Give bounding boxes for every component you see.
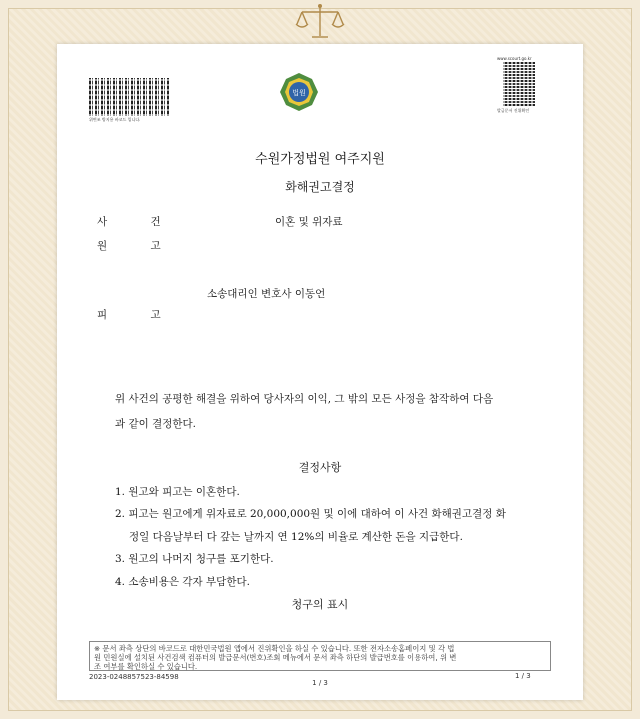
- defendant-label: 피 고: [97, 309, 181, 321]
- scale-of-justice-icon: [290, 2, 350, 42]
- verification-qr-code[interactable]: [503, 62, 535, 106]
- decision-item-4: 4. 소송비용은 각자 부담한다.: [115, 576, 250, 588]
- case-label: 사 건: [97, 216, 181, 228]
- notice-line-3: 조 여부를 확인하실 수 있습니다.: [94, 662, 198, 671]
- court-emblem-icon: [279, 72, 319, 112]
- notice-line-1: ※ 문서 좌측 상단의 바코드로 대한민국법원 앱에서 진위확인을 하실 수 있습니다. 또한 전자소송홈페이지 및 각 법: [94, 644, 455, 653]
- attorney-name: 소송대리인 변호사 이동언: [207, 288, 326, 300]
- qr-url: www.scourt.go.kr: [497, 56, 532, 61]
- barcode-caption: 위변조 방지용 바코드 입니다.: [89, 117, 141, 122]
- claim-heading: 청구의 표시: [291, 598, 349, 611]
- decision-item-2: 2. 피고는 원고에게 위자료로 20,000,000원 및 이에 대하여 이 사건 화해권고결정 화: [115, 508, 506, 520]
- page-indicator: 1 / 3: [312, 679, 328, 687]
- decision-heading: 결정사항: [298, 461, 342, 474]
- verification-barcode[interactable]: [89, 78, 169, 116]
- page-indicator-right: 1 / 3: [515, 672, 531, 680]
- document-title: 화해권고결정: [285, 180, 355, 194]
- intro-line-1: 위 사건의 공평한 해결을 위하여 당사자의 이익, 그 밖의 모든 사정을 참작하여 다음: [115, 393, 494, 405]
- notice-line-2: 원 민원실에 설치된 사건검색 컴퓨터의 발급문서(번호)조회 메뉴에서 문서 좌측 하단의 발급번호를 이용하여, 위 변: [94, 653, 457, 662]
- qr-caption: 발급문서 진위확인: [497, 108, 530, 113]
- court-name: 수원가정법원 여주지원: [255, 152, 385, 167]
- intro-line-2: 과 같이 결정한다.: [115, 418, 197, 430]
- decision-item-1: 1. 원고와 피고는 이혼한다.: [115, 486, 240, 498]
- decision-item-2-continued: 정일 다음날부터 다 갚는 날까지 연 12%의 비율로 계산한 돈을 지급한다.: [129, 531, 463, 543]
- issue-number: 2023-0248857523-84598: [89, 673, 179, 681]
- plaintiff-label: 원 고: [97, 240, 181, 252]
- authenticity-notice: [89, 641, 551, 671]
- case-value: 이혼 및 위자료: [275, 216, 343, 228]
- document-page: [57, 44, 583, 700]
- emblem-text: 법원: [292, 89, 306, 97]
- decision-item-3: 3. 원고의 나머지 청구를 포기한다.: [115, 553, 274, 565]
